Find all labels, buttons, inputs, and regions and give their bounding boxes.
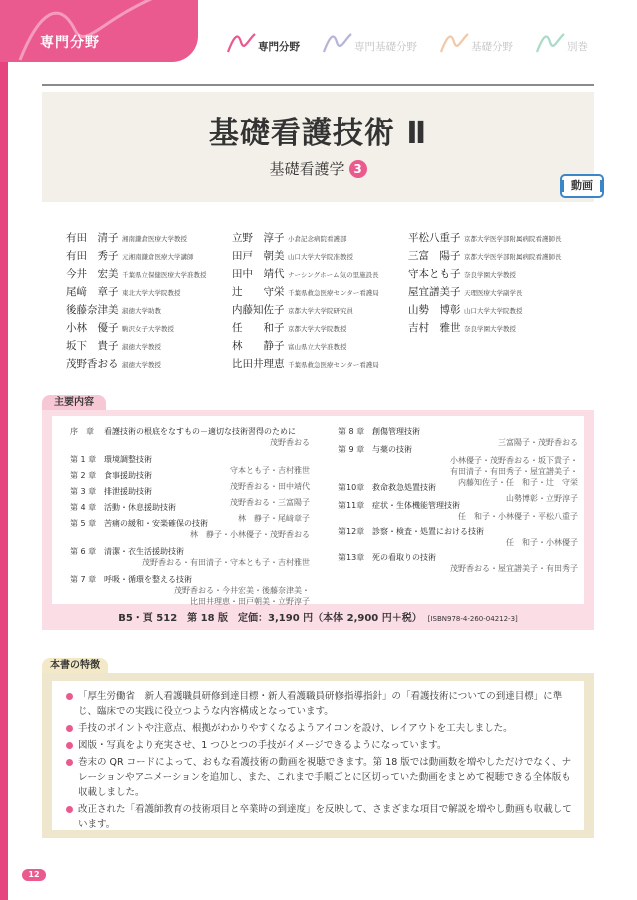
author-name: 内藤知佐子: [232, 304, 285, 316]
pub-details: B5・頁 512 第 18 版 定価：3,190 円（本体 2,900 円＋税）: [118, 613, 422, 624]
author-affiliation: 富山県立大学准教授: [288, 343, 347, 351]
author-name: 田戸 朝美: [232, 250, 285, 262]
contents-box: [42, 410, 594, 630]
toc-authors: 有田清子・有田秀子・屋宜譜美子・: [450, 467, 578, 476]
toc-authors: 茂野香おる・有田清子・守本とも子・吉村雅世: [142, 558, 310, 567]
author-name: 有田 清子: [66, 232, 119, 244]
author-name: 辻 守栄: [232, 286, 285, 298]
toc-authors: 茂野香おる: [270, 438, 310, 447]
author-row: [232, 338, 379, 356]
nav-item-label: 別巻: [567, 41, 588, 53]
features-list: [52, 681, 584, 830]
toc-heading: [338, 526, 578, 537]
toc-entry: [70, 518, 310, 540]
toc-chapter-title: 呼吸・循環を整える技術: [104, 575, 192, 584]
feature-item: 「厚生労働省 新人看護職員研修到達目標・新人看護職員研修指導指針」の「看護技術についての到達目標」に準じ、臨床での実践に役立つような内容構成となっています。: [66, 689, 574, 719]
author-affiliation: 駒沢女子大学教授: [122, 325, 174, 333]
author-name: 今井 宏美: [66, 268, 119, 280]
toc-chapter-title: 食事援助技術: [104, 471, 152, 480]
swoosh-icon: [535, 32, 565, 54]
toc-chapter-number: 第 6 章: [70, 547, 97, 556]
swoosh-icon: [226, 32, 256, 54]
author-affiliation: 淑徳大学教授: [122, 343, 161, 351]
toc-heading: [70, 454, 310, 465]
author-row: [66, 230, 207, 248]
author-affiliation: 淑徳大学助教: [122, 307, 161, 315]
feature-item: 手技のポイントや注意点、根拠がわかりやすくなるようアイコンを設け、レイアウトを工夫しました。: [66, 721, 574, 736]
toc-chapter-number: 第10章: [338, 483, 365, 492]
author-name: 林 静子: [232, 340, 285, 352]
toc-chapter-title: 看護技術の根底をなすもの－適切な技術習得のために: [104, 427, 296, 436]
toc-authors: 三富陽子・茂野香おる: [498, 438, 578, 447]
nav-item-1: [322, 32, 417, 54]
toc-chapter-title: 診察・検査・処置における技術: [372, 527, 484, 536]
author-row: [232, 284, 379, 302]
author-affiliation: 千葉県救急医療センター看護局: [288, 289, 379, 297]
author-affiliation: 奈良学園大学教授: [464, 271, 516, 279]
swoosh-icon: [439, 32, 469, 54]
toc-chapter-number: 第12章: [338, 527, 365, 536]
toc-authors: 茂野香おる・三富陽子: [230, 498, 310, 507]
toc-heading: [338, 552, 578, 563]
features-box: [42, 673, 594, 838]
author-row: [66, 320, 207, 338]
toc-chapter-title: 救命救急処置技術: [372, 483, 436, 492]
toc-authors: 山勢博彰・立野淳子: [506, 494, 578, 503]
subtitle-text: 基礎看護学: [269, 160, 345, 178]
isbn: [ISBN978-4-260-04212-3]: [427, 615, 518, 623]
author-name: 守本とも子: [408, 268, 461, 280]
contents-inner: [52, 416, 584, 604]
author-affiliation: 山口大学大学院准教授: [288, 253, 353, 261]
toc-chapter-number: 第 7 章: [70, 575, 97, 584]
header-rule: [42, 84, 594, 86]
author-row: [66, 302, 207, 320]
author-name: 坂下 貴子: [66, 340, 119, 352]
author-name: 比田井理恵: [232, 358, 285, 370]
author-row: [408, 320, 562, 338]
book-subtitle: [42, 158, 594, 179]
toc-heading: [338, 500, 578, 511]
toc-chapter-number: 第 4 章: [70, 503, 97, 512]
nav-item-label: 基礎分野: [471, 41, 513, 53]
toc-authors: 林 静子・小林優子・茂野香おる: [190, 530, 310, 539]
author-row: [232, 230, 379, 248]
author-name: 山勢 博彰: [408, 304, 461, 316]
author-name: 後藤奈津美: [66, 304, 119, 316]
toc-chapter-number: 序 章: [70, 427, 94, 436]
author-row: [232, 302, 379, 320]
title-box: [42, 92, 594, 202]
author-affiliation: 湘南鎌倉医療大学教授: [122, 235, 187, 243]
toc-authors: 小林優子・茂野香おる・坂下貴子・: [450, 456, 578, 465]
toc-authors: 茂野香おる・屋宜譜美子・有田秀子: [450, 564, 578, 573]
author-affiliation: 奈良学園大学教授: [464, 325, 516, 333]
nav-item-label: 専門分野: [258, 41, 300, 53]
toc-chapter-number: 第 5 章: [70, 519, 97, 528]
toc-heading: [70, 486, 310, 497]
toc-chapter-number: 第 1 章: [70, 455, 97, 464]
toc-authors: 内藤知佐子・任 和子・辻 守栄: [458, 478, 578, 487]
author-name: 平松八重子: [408, 232, 461, 244]
toc-chapter-number: 第 2 章: [70, 471, 97, 480]
author-row: [66, 248, 207, 266]
author-row: [66, 338, 207, 356]
toc-heading: [338, 426, 578, 437]
toc-heading: [70, 518, 310, 529]
toc-heading: [338, 444, 578, 455]
author-affiliation: 京都大学医学部附属病院看護師長: [464, 235, 562, 243]
toc-chapter-title: 死の看取りの技術: [372, 553, 436, 562]
toc-chapter-number: 第11章: [338, 501, 365, 510]
left-edge-bar: [0, 0, 8, 900]
toc-entry: [338, 526, 578, 548]
author-affiliation: 小倉記念病院看護部: [288, 235, 347, 243]
feature-item: 巻末の QR コードによって、おもな看護技術の動画を視聴できます。第 18 版では動画数を増やしただけでなく、ナレーションやアニメーションを追加し、また、これまで手順ごとに区切っていた動画をまとめて視聴できる全体版も収載しました。: [66, 755, 574, 800]
toc-chapter-title: 創傷管理技術: [372, 427, 420, 436]
toc-authors: 茂野香おる・田中靖代: [230, 482, 310, 491]
toc-chapter-number: 第 9 章: [338, 445, 365, 454]
toc-entry: [70, 546, 310, 568]
toc-heading: [70, 426, 310, 437]
author-name: 三富 陽子: [408, 250, 461, 262]
nav-item-3: [535, 32, 588, 54]
toc-authors: 守本とも子・吉村雅世: [230, 466, 310, 475]
author-name: 立野 淳子: [232, 232, 285, 244]
author-affiliation: 京都大学大学院研究員: [288, 307, 353, 315]
author-row: [408, 248, 562, 266]
author-row: [66, 356, 207, 374]
author-row: [408, 266, 562, 284]
volume-badge: 3: [349, 160, 367, 178]
nav-item-2: [439, 32, 513, 54]
author-row: [408, 302, 562, 320]
author-row: [232, 248, 379, 266]
toc-heading: [70, 546, 310, 557]
section-label: 専門分野: [40, 35, 100, 51]
category-nav: [226, 32, 588, 54]
toc-heading: [338, 482, 578, 493]
toc-authors: 任 和子・小林優子・平松八重子: [458, 512, 578, 521]
author-affiliation: 元湘南鎌倉医療大学講師: [122, 253, 194, 261]
toc-chapter-title: 清潔・衣生活援助技術: [104, 547, 184, 556]
toc-authors: 任 和子・小林優子: [506, 538, 578, 547]
nav-item-label: 専門基礎分野: [354, 41, 417, 53]
feature-item: 図版・写真をより充実させ、1 つひとつの手技がイメージできるようになっています。: [66, 738, 574, 753]
author-affiliation: 千葉県救急医療センター看護局: [288, 361, 379, 369]
section-corner-tab: [0, 0, 198, 62]
author-affiliation: 淑徳大学教授: [122, 361, 161, 369]
toc-heading: [70, 470, 310, 481]
author-affiliation: 山口大学大学院教授: [464, 307, 523, 315]
author-affiliation: 天理医療大学副学長: [464, 289, 523, 297]
author-affiliation: ナーシングホーム気の里施設長: [288, 271, 379, 279]
author-affiliation: 京都大学大学院教授: [288, 325, 347, 333]
author-name: 任 和子: [232, 322, 285, 334]
page-number: 12: [22, 869, 46, 881]
publication-info: [42, 609, 594, 624]
toc-chapter-title: 苦痛の緩和・安楽確保の技術: [104, 519, 208, 528]
author-affiliation: 東北大学大学院教授: [122, 289, 181, 297]
author-column-1: [66, 230, 207, 374]
toc-chapter-title: 排泄援助技術: [104, 487, 152, 496]
author-name: 吉村 雅世: [408, 322, 461, 334]
toc-entry: [70, 426, 310, 448]
author-affiliation: 京都大学医学部附属病院看護師長: [464, 253, 562, 261]
contents-label: 主要内容: [42, 395, 106, 411]
swoosh-decoration-icon: [0, 0, 198, 62]
toc-heading: [70, 574, 310, 585]
swoosh-icon: [322, 32, 352, 54]
author-name: 屋宜譜美子: [408, 286, 461, 298]
author-name: 田中 靖代: [232, 268, 285, 280]
toc-chapter-title: 与薬の技術: [372, 445, 412, 454]
author-row: [66, 266, 207, 284]
author-affiliation: 千葉県立保健医療大学准教授: [122, 271, 207, 279]
toc-entry: [338, 552, 578, 574]
toc-heading: [70, 502, 310, 513]
toc-chapter-title: 活動・休息援助技術: [104, 503, 176, 512]
author-row: [408, 284, 562, 302]
toc-authors: 比田井理恵・田戸朝美・立野淳子: [190, 597, 310, 606]
author-row: [408, 230, 562, 248]
toc-entry: [70, 574, 310, 607]
toc-chapter-title: 症状・生体機能管理技術: [372, 501, 460, 510]
toc-chapter-number: 第13章: [338, 553, 365, 562]
author-row: [232, 320, 379, 338]
toc-authors: 茂野香おる・今井宏美・後藤奈津美・: [174, 586, 310, 595]
features-label: 本書の特徴: [42, 658, 108, 674]
author-row: [232, 356, 379, 374]
author-name: 有田 秀子: [66, 250, 119, 262]
nav-item-0: [226, 32, 300, 54]
author-row: [232, 266, 379, 284]
toc-entry: [338, 500, 578, 522]
author-column-2: [232, 230, 379, 374]
toc-chapter-title: 環境調整技術: [104, 455, 152, 464]
author-column-3: [408, 230, 562, 338]
author-name: 尾﨑 章子: [66, 286, 119, 298]
video-badge: 動画: [560, 174, 604, 198]
book-title: 基礎看護技術 Ⅱ: [208, 116, 428, 151]
toc-chapter-number: 第 8 章: [338, 427, 365, 436]
feature-item: 改正された「看護師教育の技術項目と卒業時の到達度」を反映して、さまざまな項目で解説を増やし動画も収載しています。: [66, 802, 574, 832]
author-row: [66, 284, 207, 302]
toc-chapter-number: 第 3 章: [70, 487, 97, 496]
toc-authors: 林 静子・尾﨑章子: [238, 514, 310, 523]
author-name: 茂野香おる: [66, 358, 119, 370]
author-name: 小林 優子: [66, 322, 119, 334]
